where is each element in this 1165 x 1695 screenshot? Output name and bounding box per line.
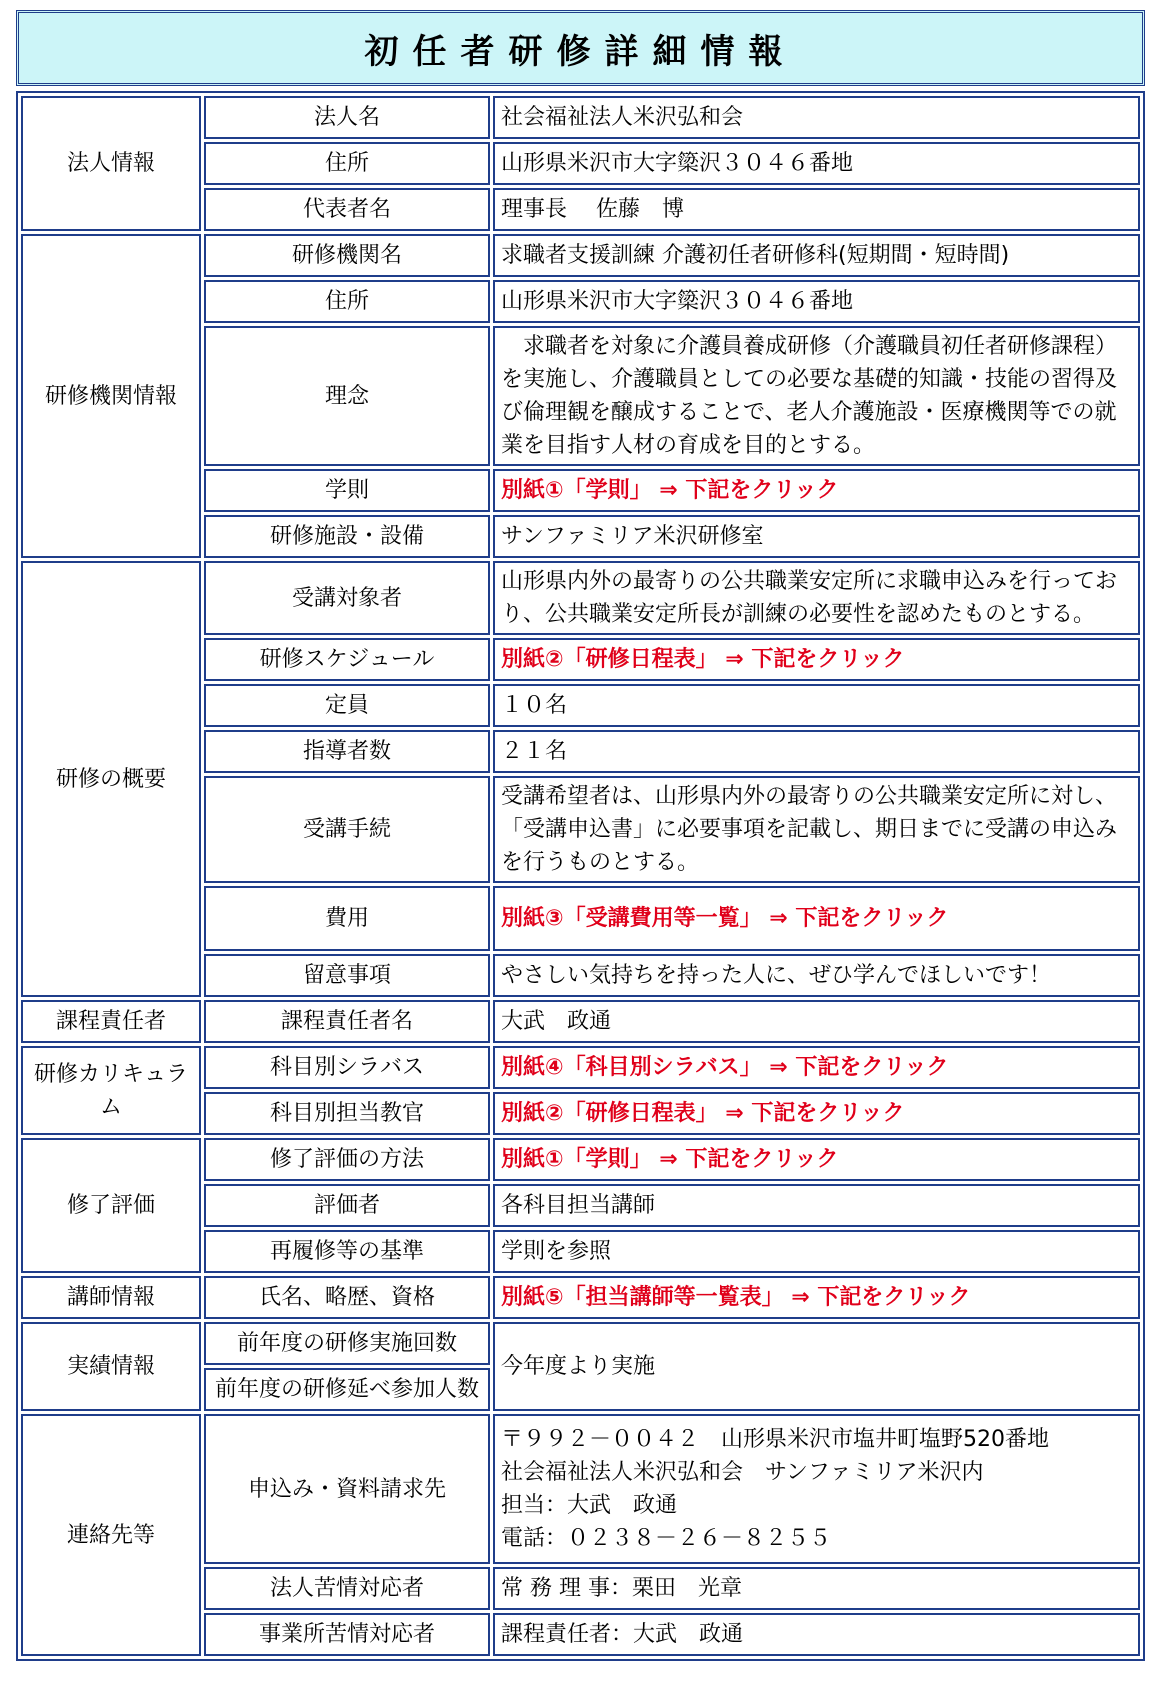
value-cell: 山形県米沢市大字簗沢３０４６番地: [493, 280, 1140, 323]
label-cell: 代表者名: [204, 188, 490, 231]
value-cell: 求職者支援訓練 介護初任者研修科(短期間・短時間): [493, 234, 1140, 277]
label-cell: 法人苦情対応者: [204, 1567, 490, 1610]
value-cell: 山形県米沢市大字簗沢３０４６番地: [493, 142, 1140, 185]
label-cell: 課程責任者名: [204, 1000, 490, 1043]
fees-link[interactable]: 別紙③「受講費用等一覧」 ⇒ 下記をクリック: [493, 886, 1140, 951]
category-cell: 実績情報: [21, 1322, 201, 1411]
page-title: 初任者研修詳細情報: [16, 10, 1145, 86]
label-cell: 前年度の研修実施回数: [204, 1322, 490, 1365]
label-cell: 費用: [204, 886, 490, 951]
label-cell: 受講手続: [204, 776, 490, 883]
label-cell: 修了評価の方法: [204, 1138, 490, 1181]
label-cell: 評価者: [204, 1184, 490, 1227]
label-cell: 指導者数: [204, 730, 490, 773]
table-row: [21, 1000, 1140, 1043]
value-cell: 課程責任者：大武 政通: [493, 1613, 1140, 1656]
category-cell: 研修機関情報: [21, 234, 201, 558]
category-cell: 研修カリキュラム: [21, 1046, 201, 1135]
label-cell: 学則: [204, 469, 490, 512]
value-cell: ２１名: [493, 730, 1140, 773]
schedule-link[interactable]: 別紙②「研修日程表」 ⇒ 下記をクリック: [493, 638, 1140, 681]
label-cell: 科目別担当教官: [204, 1092, 490, 1135]
value-cell: サンファミリア米沢研修室: [493, 515, 1140, 558]
label-cell: 住所: [204, 280, 490, 323]
value-cell: 大武 政通: [493, 1000, 1140, 1043]
info-table: [16, 91, 1145, 1661]
rules-link[interactable]: 別紙①「学則」 ⇒ 下記をクリック: [493, 469, 1140, 512]
value-cell: 常 務 理 事：栗田 光章: [493, 1567, 1140, 1610]
label-cell: 受講対象者: [204, 561, 490, 635]
value-cell: 受講希望者は、山形県内外の最寄りの公共職業安定所に対し、「受講申込書」に必要事項を記載し、期日までに受講の申込みを行うものとする。: [493, 776, 1140, 883]
label-cell: 留意事項: [204, 954, 490, 997]
value-cell: 今年度より実施: [493, 1322, 1140, 1411]
label-cell: 法人名: [204, 96, 490, 139]
table-row: [21, 1276, 1140, 1319]
table-row: [21, 1414, 1140, 1564]
label-cell: 理念: [204, 326, 490, 466]
value-cell: 学則を参照: [493, 1230, 1140, 1273]
table-row: [21, 1046, 1140, 1089]
table-row: [21, 1138, 1140, 1181]
table-row: [21, 234, 1140, 277]
label-cell: 研修スケジュール: [204, 638, 490, 681]
label-cell: 申込み・資料請求先: [204, 1414, 490, 1564]
philosophy-text: 求職者を対象に介護員養成研修（介護職員初任者研修課程）を実施し、介護職員としての必要な基礎的知識・技能の習得及び倫理観を醸成することで、老人介護施設・医療機関等での就業を目指す人材の育成を目的とする。: [493, 326, 1140, 466]
category-cell: 連絡先等: [21, 1414, 201, 1656]
label-cell: 研修機関名: [204, 234, 490, 277]
value-cell: 山形県内外の最寄りの公共職業安定所に求職申込みを行っており、公共職業安定所長が訓練の必要性を認めたものとする。: [493, 561, 1140, 635]
value-cell: 理事長 佐藤 博: [493, 188, 1140, 231]
category-cell: 法人情報: [21, 96, 201, 231]
label-cell: 研修施設・設備: [204, 515, 490, 558]
category-cell: 課程責任者: [21, 1000, 201, 1043]
contact-address: 〒９９２－００４２ 山形県米沢市塩井町塩野520番地 社会福祉法人米沢弘和会 サンファミリア米沢内 担当：大武 政通 電話：０２３８－２６－８２５５: [493, 1414, 1140, 1564]
value-cell: 各科目担当講師: [493, 1184, 1140, 1227]
value-cell: 社会福祉法人米沢弘和会: [493, 96, 1140, 139]
table-row: [21, 561, 1140, 635]
label-cell: 定員: [204, 684, 490, 727]
label-cell: 再履修等の基準: [204, 1230, 490, 1273]
lecturer-list-link[interactable]: 別紙⑤「担当講師等一覧表」 ⇒ 下記をクリック: [493, 1276, 1140, 1319]
label-cell: 住所: [204, 142, 490, 185]
label-cell: 科目別シラバス: [204, 1046, 490, 1089]
category-cell: 修了評価: [21, 1138, 201, 1273]
table-row: [21, 96, 1140, 139]
label-cell: 氏名、略歴、資格: [204, 1276, 490, 1319]
syllabus-link[interactable]: 別紙④「科目別シラバス」 ⇒ 下記をクリック: [493, 1046, 1140, 1089]
category-cell: 研修の概要: [21, 561, 201, 997]
table-row: [21, 1322, 1140, 1365]
instructor-schedule-link[interactable]: 別紙②「研修日程表」 ⇒ 下記をクリック: [493, 1092, 1140, 1135]
eval-rules-link[interactable]: 別紙①「学則」 ⇒ 下記をクリック: [493, 1138, 1140, 1181]
label-cell: 前年度の研修延べ参加人数: [204, 1368, 490, 1411]
label-cell: 事業所苦情対応者: [204, 1613, 490, 1656]
category-cell: 講師情報: [21, 1276, 201, 1319]
value-cell: １０名: [493, 684, 1140, 727]
value-cell: やさしい気持ちを持った人に、ぜひ学んでほしいです！: [493, 954, 1140, 997]
